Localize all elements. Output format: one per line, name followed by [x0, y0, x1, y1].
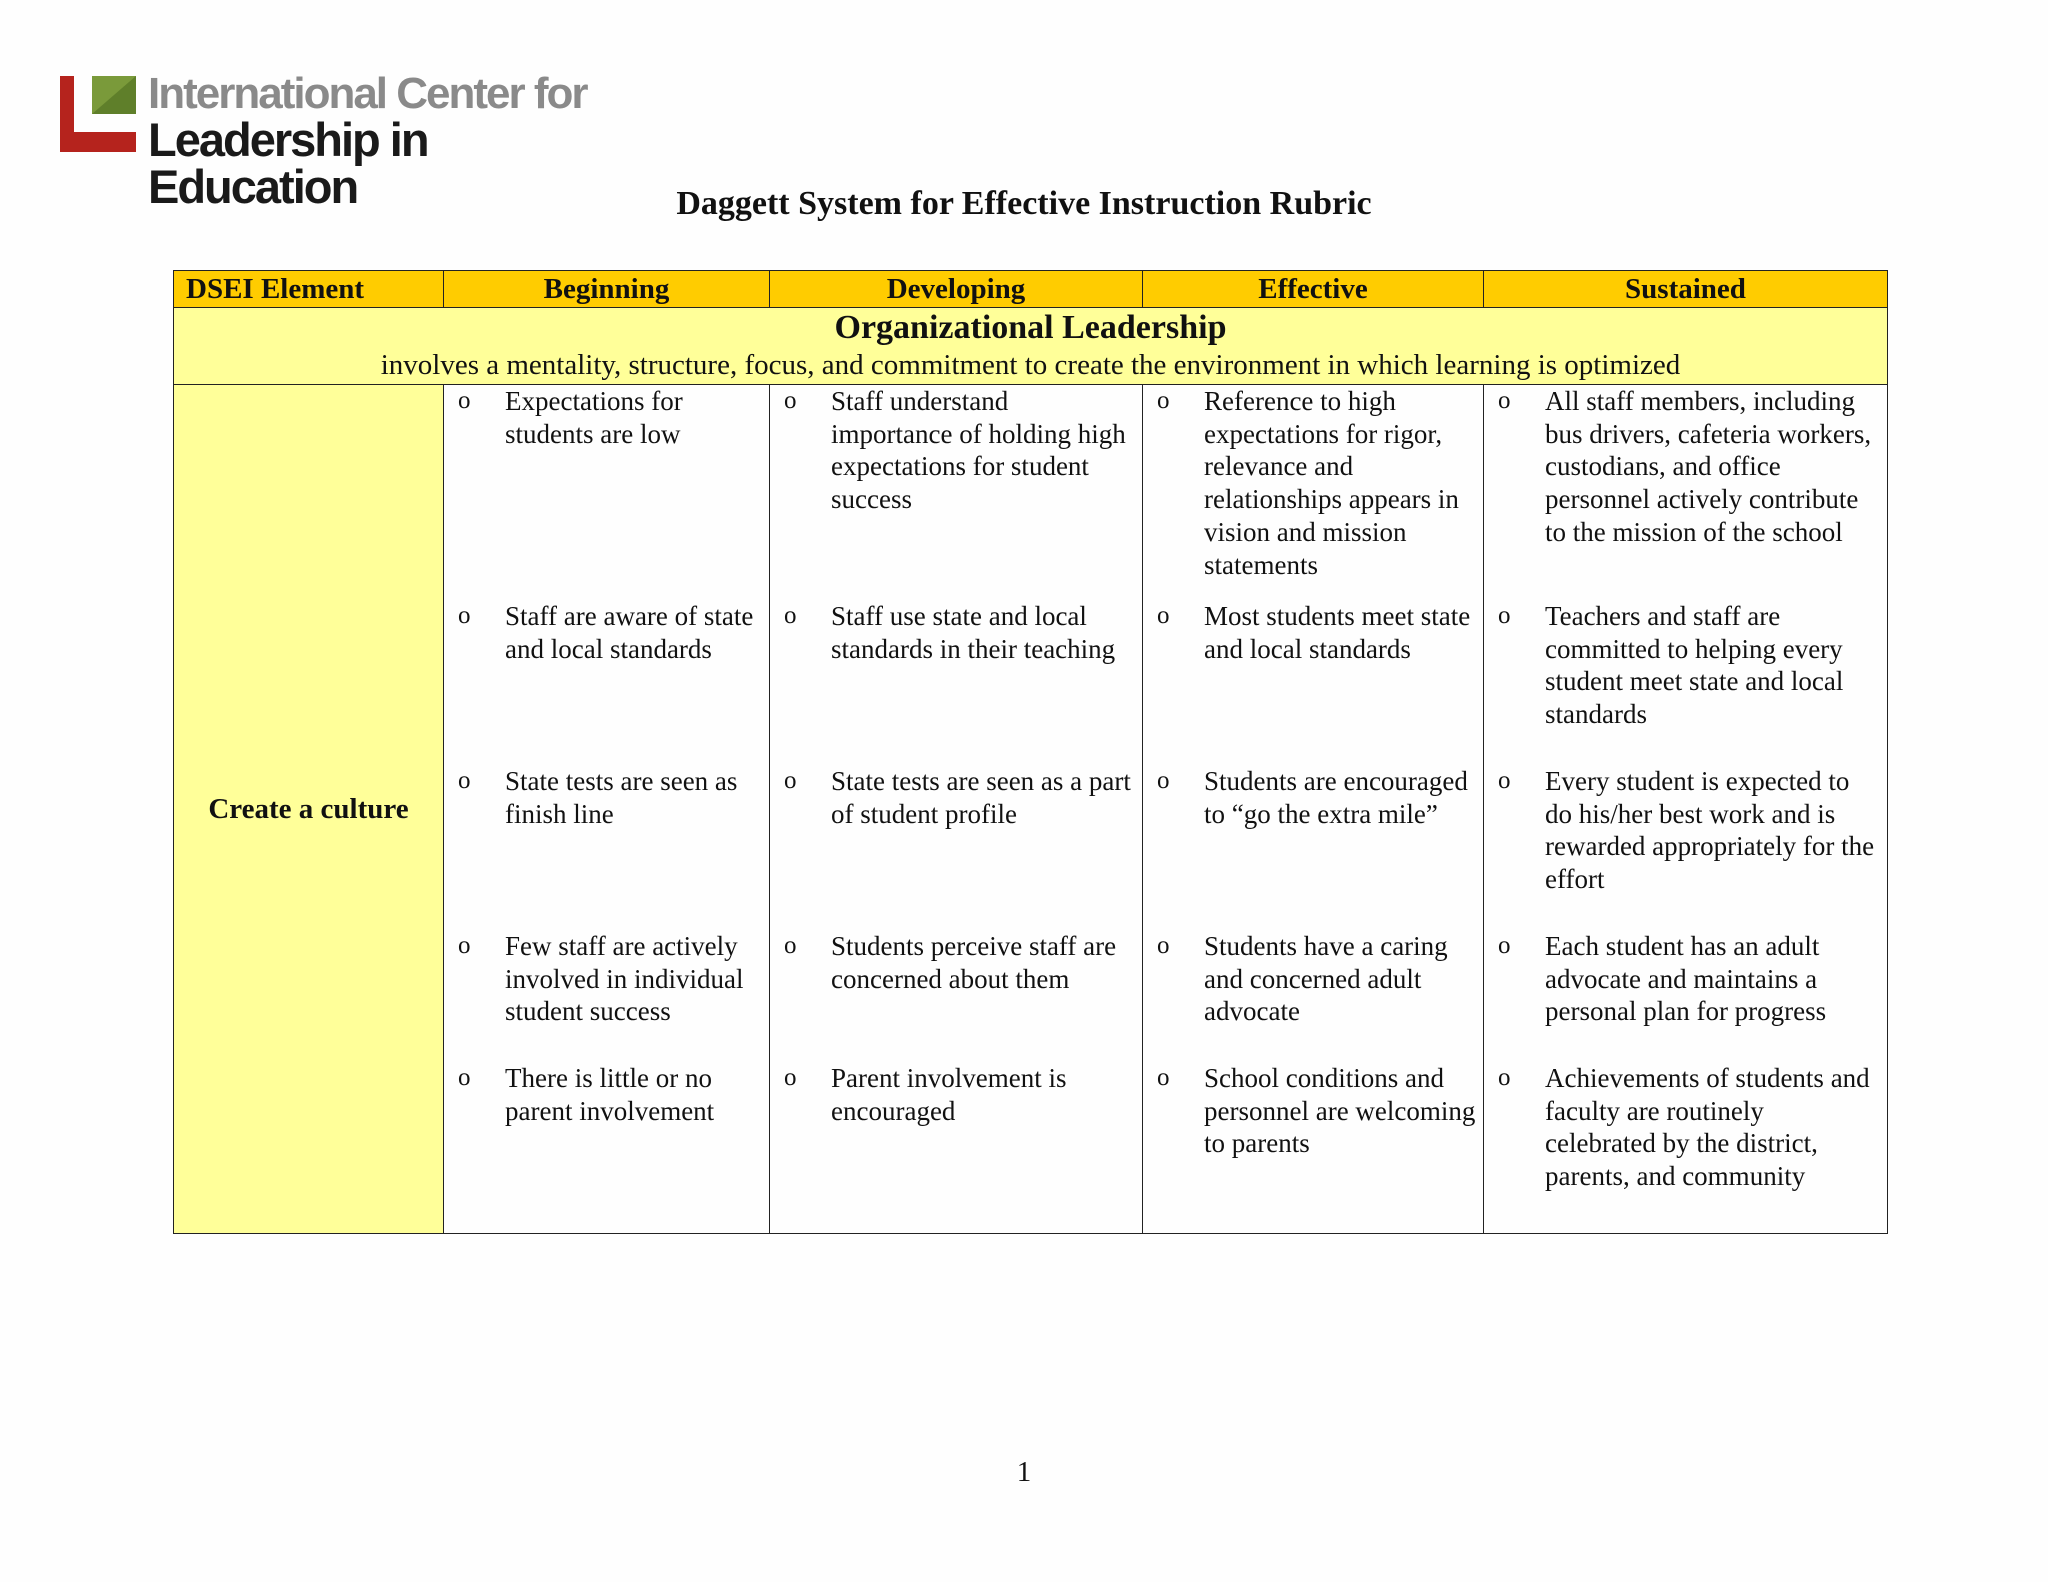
rubric-item-text: Each student has an adult advocate and maintains a personal plan for progress [1545, 931, 1827, 1027]
bullet-marker: o [1157, 602, 1170, 629]
rubric-item-text: There is little or no parent involvement [505, 1063, 715, 1126]
rubric-list-item [770, 930, 1142, 1062]
beginning-list [444, 385, 769, 1212]
header-beginning: Beginning [444, 271, 770, 308]
rubric-item-text: Expectations for students are low [505, 386, 683, 449]
bullet-marker: o [1498, 932, 1511, 959]
beginning-cell [444, 385, 770, 1234]
logo-mark-icon [60, 76, 136, 152]
rubric-item-text: State tests are seen as a part of student profile [831, 766, 1131, 829]
section-row [174, 308, 1888, 385]
bullet-marker: o [784, 932, 797, 959]
bullet-marker: o [1498, 1064, 1511, 1091]
bullet-marker: o [1157, 932, 1170, 959]
rubric-item-text: All staff members, including bus drivers, cafeteria workers, custodians, and office personnel actively contribute to the mission of the school [1545, 386, 1872, 547]
rubric-item-text: Every student is expected to do his/her best work and is rewarded appropriately for the effort [1545, 766, 1875, 895]
bullet-marker: o [1498, 767, 1511, 794]
rubric-item-text: Staff understand importance of holding high expectations for student success [831, 386, 1126, 515]
bullet-marker: o [458, 387, 471, 414]
bullet-marker: o [1498, 387, 1511, 414]
rubric-list-item [444, 385, 769, 600]
rubric-item-text: State tests are seen as finish line [505, 766, 738, 829]
logo-line-2: Leadership in Education [148, 113, 428, 213]
bullet-marker: o [458, 602, 471, 629]
bullet-marker: o [458, 767, 471, 794]
header-row [174, 271, 1888, 308]
rubric-item-text: School conditions and personnel are welcoming to parents [1204, 1063, 1476, 1159]
section-description: involves a mentality, structure, focus, and commitment to create the environment in which learning is optimized [380, 349, 1681, 381]
rubric-item-text: Achievements of students and faculty are routinely celebrated by the district, parents, and community [1545, 1063, 1870, 1192]
bullet-marker: o [784, 387, 797, 414]
effective-cell [1143, 385, 1484, 1234]
organization-logo [60, 69, 640, 213]
rubric-list-item [1484, 1062, 1887, 1212]
rubric-item-text: Reference to high expectations for rigor, relevance and relationships appears in vision and mission statements [1204, 386, 1459, 580]
bullet-marker: o [784, 1064, 797, 1091]
rubric-item-text: Most students meet state and local standards [1204, 601, 1471, 664]
header-developing: Developing [770, 271, 1143, 308]
sustained-cell [1484, 385, 1888, 1234]
header-sustained: Sustained [1484, 271, 1888, 308]
bullet-marker: o [1498, 602, 1511, 629]
rubric-list-item [444, 930, 769, 1062]
rubric-item-text: Staff are aware of state and local standards [505, 601, 754, 664]
rubric-item-text: Students have a caring and concerned adult advocate [1204, 931, 1448, 1027]
rubric-row [174, 385, 1888, 1234]
section-title: Organizational Leadership [834, 309, 1227, 346]
rubric-list-item [1484, 385, 1887, 600]
rubric-list-item [444, 600, 769, 765]
header-dsei-element: DSEI Element [174, 271, 444, 308]
rubric-item-text: Parent involvement is encouraged [831, 1063, 1067, 1126]
rubric-list-item [770, 385, 1142, 600]
bullet-marker: o [784, 767, 797, 794]
bullet-marker: o [1157, 387, 1170, 414]
rubric-list-item [1143, 765, 1483, 930]
bullet-marker: o [458, 932, 471, 959]
rubric-item-text: Teachers and staff are committed to helping every student meet state and local standards [1545, 601, 1844, 730]
bullet-marker: o [1157, 767, 1170, 794]
rubric-list-item [1143, 1062, 1483, 1212]
rubric-list-item [444, 1062, 769, 1212]
rubric-item-text: Students are encouraged to “go the extra mile” [1204, 766, 1468, 829]
rubric-item-text: Staff use state and local standards in their teaching [831, 601, 1116, 664]
rubric-list-item [1484, 765, 1887, 930]
bullet-marker: o [458, 1064, 471, 1091]
rubric-list-item [770, 765, 1142, 930]
bullet-marker: o [1157, 1064, 1170, 1091]
rubric-table [173, 270, 1888, 1234]
rubric-list-item [1484, 930, 1887, 1062]
rubric-item-text: Few staff are actively involved in individual student success [505, 931, 744, 1027]
effective-list [1143, 385, 1483, 1212]
bullet-marker: o [784, 602, 797, 629]
element-cell: Create a culture [174, 385, 444, 1234]
rubric-list-item [1484, 600, 1887, 765]
sustained-list [1484, 385, 1887, 1212]
rubric-list-item [444, 765, 769, 930]
rubric-list-item [770, 600, 1142, 765]
rubric-list-item [770, 1062, 1142, 1212]
logo-line-1: International Center for [148, 69, 587, 118]
rubric-item-text: Students perceive staff are concerned about them [831, 931, 1117, 994]
section-cell [174, 308, 1888, 385]
page-number: 1 [1016, 1456, 1032, 1488]
rubric-list-item [1143, 385, 1483, 600]
developing-list [770, 385, 1142, 1212]
rubric-list-item [1143, 930, 1483, 1062]
document-title: Daggett System for Effective Instruction Rubric [676, 185, 1372, 222]
header-effective: Effective [1143, 271, 1484, 308]
developing-cell [770, 385, 1143, 1234]
rubric-list-item [1143, 600, 1483, 765]
